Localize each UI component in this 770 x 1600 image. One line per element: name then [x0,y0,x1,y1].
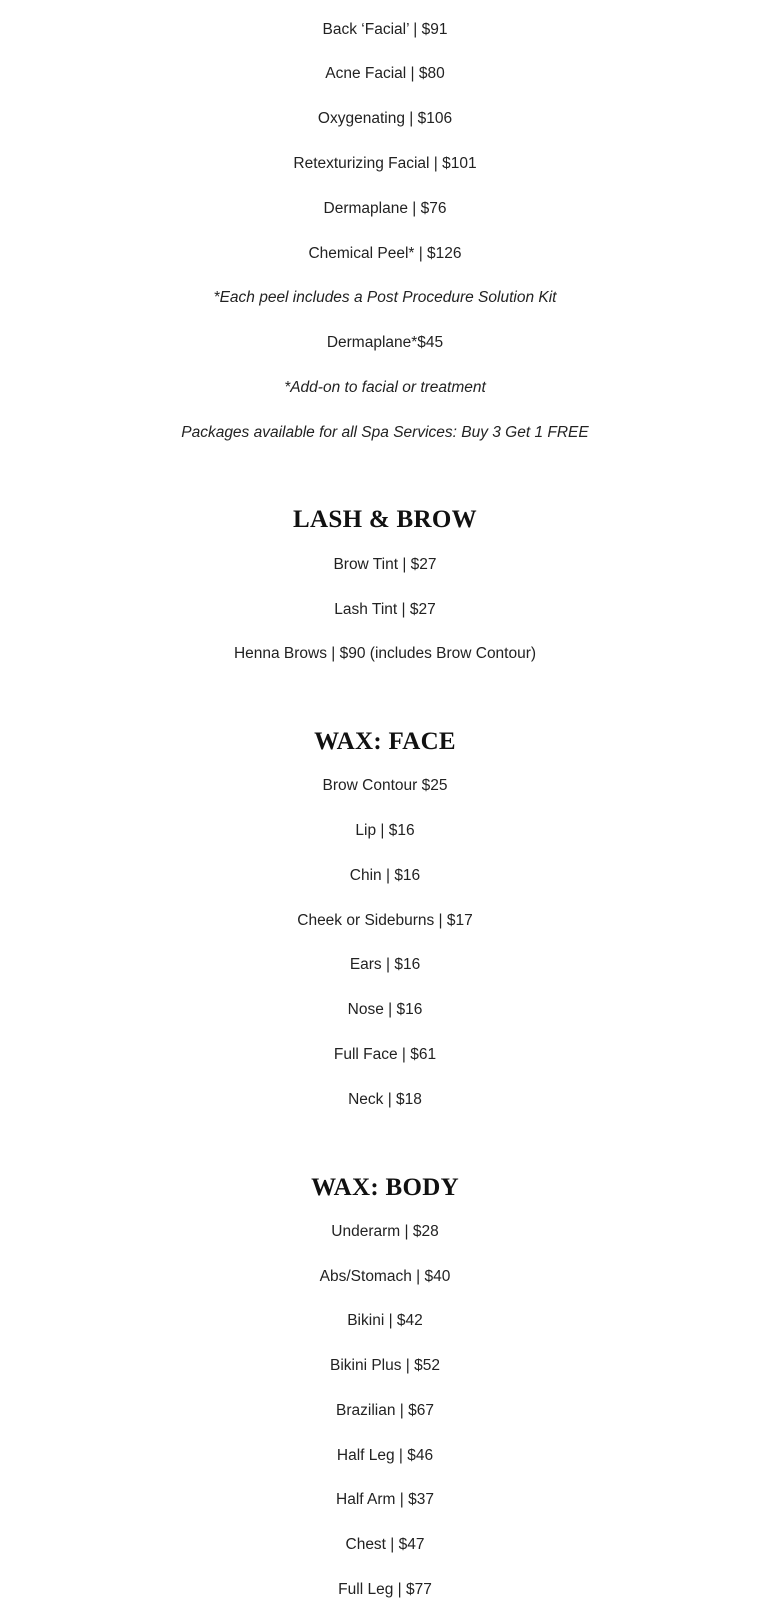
menu-item-brow-tint: Brow Tint | $27 [333,556,437,573]
menu-item-retexturizing-facial: Retexturizing Facial | $101 [293,155,477,172]
menu-item-underarm: Underarm | $28 [331,1223,439,1240]
menu-item-henna-brows: Henna Brows | $90 (includes Brow Contour) [233,645,537,662]
menu-item-full-face: Full Face | $61 [333,1046,437,1063]
menu-item-chest: Chest | $47 [345,1536,425,1553]
menu-item-dermaplane-addon: Dermaplane*$45 [326,334,444,351]
menu-item-brazilian: Brazilian | $67 [336,1402,434,1419]
menu-item-cheek-sideburns: Cheek or Sideburns | $17 [297,912,473,929]
menu-item-back-facial: Back ‘Facial’ | $91 [322,21,448,38]
menu-item-nose: Nose | $16 [347,1001,423,1018]
menu-item-dermaplane: Dermaplane | $76 [323,200,447,217]
menu-item-full-leg: Full Leg | $77 [338,1581,432,1598]
menu-item-oxygenating: Oxygenating | $106 [317,110,453,127]
menu-item-acne-facial: Acne Facial | $80 [325,65,445,82]
menu-item-ears: Ears | $16 [349,956,421,973]
peel-footnote: *Each peel includes a Post Procedure Solution Kit [213,289,557,306]
menu-item-lash-tint: Lash Tint | $27 [334,601,436,618]
section-heading-lash-brow: LASH & BROW [293,506,477,533]
menu-item-half-leg: Half Leg | $46 [336,1447,434,1464]
menu-item-chin: Chin | $16 [349,867,421,884]
addon-footnote: *Add-on to facial or treatment [284,379,486,396]
menu-item-chemical-peel: Chemical Peel* | $126 [308,245,462,262]
menu-item-neck: Neck | $18 [348,1091,422,1108]
menu-item-brow-contour: Brow Contour $25 [322,777,448,794]
menu-item-bikini: Bikini | $42 [347,1312,423,1329]
menu-item-abs-stomach: Abs/Stomach | $40 [319,1268,451,1285]
packages-note: Packages available for all Spa Services: Buy 3 Get 1 FREE [181,424,589,441]
section-heading-wax-face: WAX: FACE [314,728,456,755]
section-heading-wax-body: WAX: BODY [311,1174,459,1201]
menu-item-lip: Lip | $16 [355,822,415,839]
menu-item-half-arm: Half Arm | $37 [336,1491,434,1508]
menu-item-bikini-plus: Bikini Plus | $52 [330,1357,440,1374]
